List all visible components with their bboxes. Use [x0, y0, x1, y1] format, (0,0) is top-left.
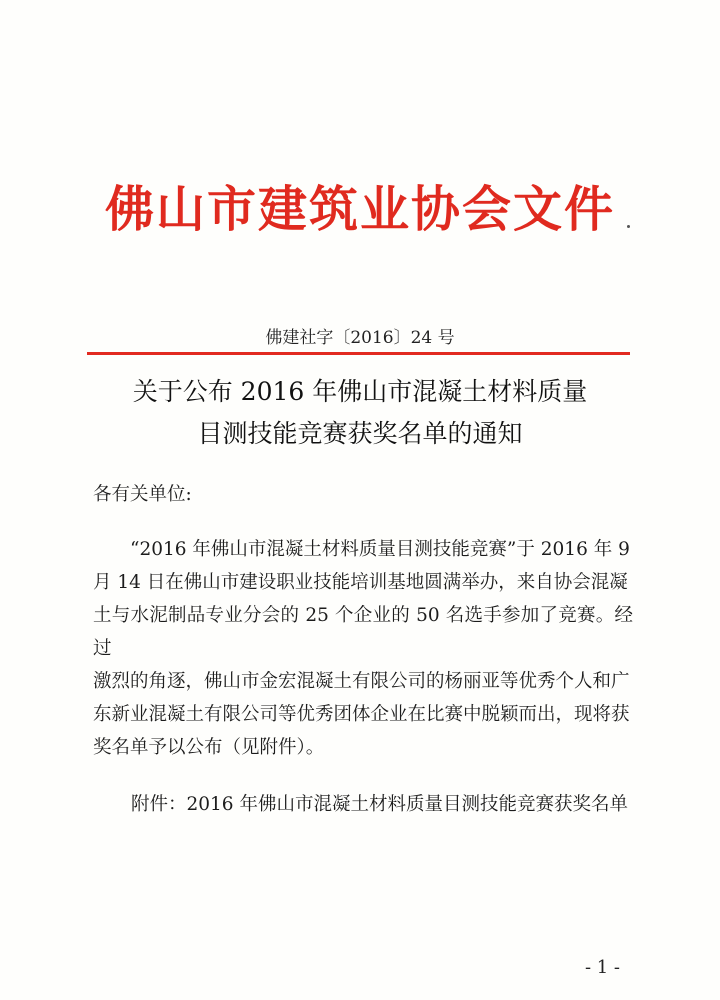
notice-title — [0, 371, 720, 455]
paragraph-line: 激烈的角逐，佛山市金宏混凝土有限公司的杨丽亚等优秀个人和广 — [93, 671, 630, 692]
paragraph-line: “2016 年佛山市混凝土材料质量目测技能竞赛”于 2016 年 9 — [130, 539, 630, 560]
paragraph-line: 东新业混凝土有限公司等优秀团体企业在比赛中脱颖而出，现将获 — [93, 704, 630, 725]
paragraph-line: 土与水泥制品专业分会的 25 个企业的 50 名选手参加了竞赛。经过 — [93, 605, 633, 659]
salutation: 各有关单位: — [93, 484, 192, 505]
notice-title-line-2: 目测技能竞赛获奖名单的通知 — [197, 419, 523, 448]
stray-dot — [627, 225, 630, 228]
body-paragraph — [93, 533, 633, 764]
document-number: 佛建社字〔2016〕24 号 — [265, 328, 455, 348]
paragraph-line: 奖名单予以公布（见附件）。 — [93, 737, 325, 758]
page-number: - 1 - — [584, 957, 620, 978]
attachment-note: 附件：2016 年佛山市混凝土材料质量目测技能竞赛获奖名单 — [131, 794, 628, 815]
red-divider-line — [87, 352, 630, 355]
letterhead-title: 佛山市建筑业协会文件 — [104, 181, 615, 238]
notice-title-line-1: 关于公布 2016 年佛山市混凝土材料质量 — [132, 377, 588, 406]
paragraph-line: 月 14 日在佛山市建设职业技能培训基地圆满举办，来自协会混凝 — [93, 572, 628, 593]
